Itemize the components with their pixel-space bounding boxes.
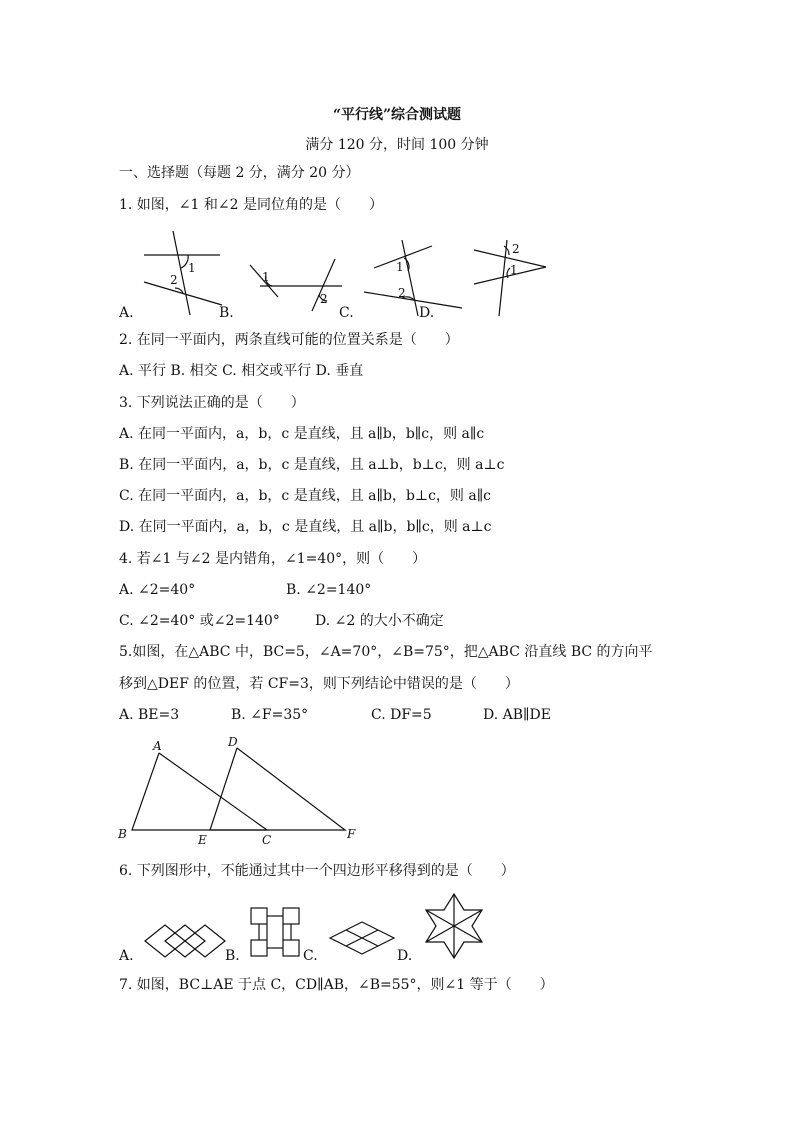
q1-option-c: C. [339, 305, 354, 321]
question-3-stem: 3. 下列说法正确的是（ ） [119, 395, 305, 411]
question-5-stem-line1: 5.如图，在△ABC 中，BC=5，∠A=70°，∠B=75°，把△ABC 沿直线 BC 的方向平 [119, 644, 653, 660]
q6-figure-d [418, 890, 490, 962]
q1b-angle2-label: 2 [320, 292, 328, 306]
question-4-option-d: D. ∠2 的大小不确定 [315, 613, 444, 629]
q1-option-d: D. [419, 305, 435, 321]
question-5-option-b: B. ∠F=35° [231, 707, 309, 723]
q1-figure-c [360, 238, 465, 318]
q1-figure-b [240, 255, 345, 315]
question-3-option-a: A. 在同一平面内，a，b，c 是直线，且 a∥b，b∥c，则 a∥c [119, 426, 485, 442]
q1d-angle1-label: 1 [510, 263, 518, 277]
question-2-options: A. 平行 B. 相交 C. 相交或平行 D. 垂直 [119, 363, 364, 379]
question-5-option-d: D. AB∥DE [483, 707, 551, 723]
question-1-stem: 1. 如图，∠1 和∠2 是同位角的是（ ） [119, 197, 383, 213]
q1-figure-d [470, 238, 550, 318]
q6-figure-c [326, 918, 398, 958]
question-5-option-a: A. BE=3 [119, 707, 180, 723]
question-4-option-b: B. ∠2=140° [286, 582, 372, 598]
q1b-angle1-label: 1 [262, 270, 270, 284]
q6-figure-b [248, 905, 306, 963]
q1a-angle2-label: 2 [170, 273, 178, 287]
point-c-label: C [262, 833, 272, 847]
question-5-option-c: C. DF=5 [371, 707, 432, 723]
q1c-angle2-label: 2 [398, 286, 406, 300]
page-title: “平行线”综合测试题 [332, 107, 462, 123]
q1-option-b: B. [219, 305, 234, 321]
point-d-label: D [228, 735, 238, 749]
q6-option-b: B. [225, 948, 240, 964]
q1a-angle1-label: 1 [188, 261, 196, 275]
page-subtitle: 满分 120 分，时间 100 分钟 [305, 137, 489, 153]
question-3-option-b: B. 在同一平面内，a，b，c 是直线，且 a⊥b，b⊥c，则 a⊥c [119, 457, 505, 473]
q6-figure-a [142, 922, 232, 960]
question-4-stem: 4. 若∠1 与∠2 是内错角，∠1=40°，则（ ） [119, 551, 427, 567]
question-4-option-a: A. ∠2=40° [119, 582, 196, 598]
question-2-stem: 2. 在同一平面内，两条直线可能的位置关系是（ ） [119, 332, 459, 348]
q6-option-a: A. [119, 948, 134, 964]
q6-option-d: D. [397, 948, 413, 964]
question-3-option-c: C. 在同一平面内，a，b，c 是直线，且 a∥b，b⊥c，则 a∥c [119, 488, 492, 504]
q6-option-c: C. [303, 948, 318, 964]
section-heading: 一、选择题（每题 2 分，满分 20 分） [119, 165, 360, 181]
point-f-label: F [347, 827, 356, 841]
question-4-option-c: C. ∠2=40° 或∠2=140° [119, 613, 280, 629]
question-3-option-d: D. 在同一平面内，a，b，c 是直线，且 a∥b，b∥c，则 a⊥c [119, 519, 492, 535]
q1-figure-a [140, 226, 230, 316]
point-a-label: A [153, 739, 162, 753]
point-e-label: E [198, 833, 207, 847]
q1-option-a: A. [119, 305, 134, 321]
question-7-stem: 7. 如图，BC⊥AE 于点 C，CD∥AB，∠B=55°，则∠1 等于（ ） [119, 977, 554, 993]
question-5-stem-line2: 移到△DEF 的位置，若 CF=3，则下列结论中错误的是（ ） [119, 676, 519, 692]
question-6-stem: 6. 下列图形中，不能通过其中一个四边形平移得到的是（ ） [119, 863, 515, 879]
q1d-angle2-label: 2 [512, 242, 520, 256]
point-b-label: B [118, 827, 127, 841]
q1c-angle1-label: 1 [396, 260, 404, 274]
q5-translation-figure [115, 735, 365, 850]
